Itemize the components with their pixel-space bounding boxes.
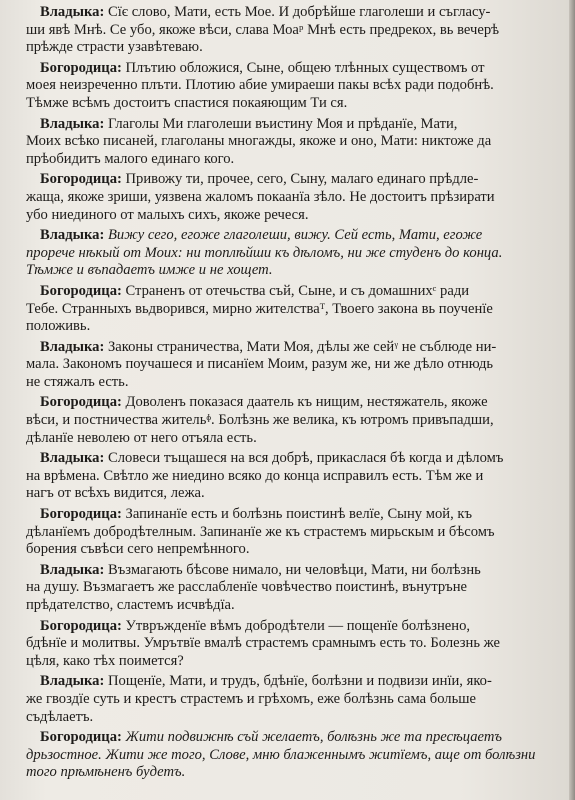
text-line	[26, 22, 563, 40]
line-text: Словеси тъщашеся на вся добрѣ, прикаслася бѣ когда и дѣломъ	[108, 450, 504, 467]
line-text: нагъ от всѣхъ видится, лежа.	[26, 485, 205, 502]
line-text: Жити подвижнѣ съй желаетъ, болѣзнь же та пресѣцаетъ	[125, 729, 502, 746]
line-text: дрьзостное. Жити же того, Слове, мню блаженнымъ житїемъ, аще от болѣзни	[26, 746, 536, 763]
dialogue-paragraph	[26, 171, 563, 224]
dialogue-paragraph	[26, 116, 563, 169]
line-text: положивь.	[26, 318, 91, 335]
text-line	[26, 60, 563, 78]
text-line	[26, 691, 563, 709]
line-text: Пощенїе, Мати, и трудъ, бдѣнїе, болѣзни и подвизи инїи, яко-	[108, 673, 492, 690]
line-text: цѣля, како тѣх поимется?	[26, 652, 184, 669]
line-text: Доволенъ показася даатель къ нищим, нестяжатель, якоже	[125, 394, 488, 411]
dialogue-paragraph	[26, 618, 563, 671]
speaker-label: Богородица:	[40, 282, 122, 299]
speaker-label: Богородица:	[40, 506, 122, 523]
text-line	[26, 729, 563, 747]
line-text: жаща, якоже зриши, уязвена жаломъ покаанїа зѣло. Не достоитъ прѣзирати	[26, 188, 495, 205]
text-line	[26, 412, 563, 430]
text-line	[26, 579, 563, 597]
speaker-label: Владыка:	[40, 338, 105, 355]
line-text: Привожу ти, прочее, сего, Сыну, малаго единаго прѣдле-	[125, 171, 479, 188]
text-line	[26, 597, 563, 615]
line-text: съдѣлаетъ.	[26, 708, 94, 725]
line-text: на врѣмена. Свѣтло же ниедино всяко до конца исправилъ есть. Тѣм же и	[26, 467, 484, 484]
dialogue-paragraph	[26, 506, 563, 559]
text-line	[26, 374, 563, 392]
line-text: Плътию обложися, Сыне, общею тлѣнных существомъ от	[125, 59, 485, 76]
line-text: дѣланїемъ добродѣтелным. Запинанїе же къ страстемъ мирьскым и бѣсомъ	[26, 523, 495, 540]
dialogue-paragraph	[26, 562, 563, 615]
text-line	[26, 301, 563, 319]
dialogue-paragraph	[26, 227, 563, 280]
line-text: мала. Закономъ поучашеся и писанїем Моим, разум же, ни же дѣло отнюдь	[26, 356, 494, 373]
dialogue-paragraph	[26, 60, 563, 113]
line-text: прѣобидитъ малого единагo кого.	[26, 150, 235, 167]
speaker-label: Владыка:	[40, 4, 105, 20]
text-line	[26, 95, 563, 113]
dialogue-paragraph	[26, 283, 563, 336]
line-text: прѣжде страсти узавѣтеваю.	[26, 39, 203, 56]
text-line	[26, 673, 563, 691]
text-line	[26, 4, 563, 22]
line-text: Запинанїе есть и болѣзнь поистинѣ велїе, Сыну мой, къ	[125, 506, 473, 523]
line-text: Тѣмже всѣмъ достоитъ спастися покаяющим Ти ся.	[26, 94, 348, 111]
dialogue-paragraph	[26, 729, 563, 782]
dialogue-paragraph	[26, 450, 563, 503]
text-line	[26, 541, 563, 559]
text-line	[26, 524, 563, 542]
line-text: борения съвѣси сего непремѣнного.	[26, 541, 250, 558]
text-line	[26, 339, 563, 357]
dialogue-paragraph	[26, 673, 563, 726]
line-text: Законы страничества, Мати Моя, дѣлы же сейᵞ не съблюде ни-	[108, 338, 497, 355]
text-line	[26, 394, 563, 412]
text-line	[26, 709, 563, 727]
speaker-label: Богородица:	[40, 617, 122, 634]
text-line	[26, 189, 563, 207]
speaker-label: Богородица:	[40, 729, 122, 746]
text-line	[26, 133, 563, 151]
text-line	[26, 506, 563, 524]
page-edge-shadow	[569, 0, 575, 800]
line-text: моея неизреченно плъти. Плотию абие умираеши пакы всѣх ради подобнѣ.	[26, 77, 494, 94]
text-line	[26, 747, 563, 765]
text-line	[26, 485, 563, 503]
line-text: же гвоздїе суть и крестъ страстемъ и грѣхомъ, еже болѣзнь сама больше	[26, 690, 476, 707]
line-text: Тебе. Странныхъ вьдворився, мирно жителстваᵀ, Твоего закона вь поученїе	[26, 300, 493, 317]
text-line	[26, 283, 563, 301]
line-text: Вижу сего, егоже глаголеши, вижу. Сей есть, Мати, егоже	[108, 227, 483, 244]
text-line	[26, 430, 563, 448]
line-text: Сїє слово, Мати, есть Мое. И добрѣйше глаголеши и съгласу-	[108, 4, 491, 20]
text-line	[26, 39, 563, 57]
line-text: прѣдателство, сластемъ исчвѣдїа.	[26, 597, 235, 613]
text-line	[26, 227, 563, 245]
dialogue-text	[26, 4, 563, 782]
text-line	[26, 356, 563, 374]
text-line	[26, 171, 563, 189]
text-line	[26, 468, 563, 486]
text-line	[26, 245, 563, 263]
text-line	[26, 262, 563, 280]
dialogue-paragraph	[26, 339, 563, 392]
speaker-label: Владыка:	[40, 115, 105, 132]
line-text: вѣси, и постничества жительᶲ. Болѣзнь же велика, къ ютромъ привъпадши,	[26, 412, 494, 429]
line-text: Моих всѣко писаней, глаголаны многажды, якоже и оно, Мати: никтоже да	[26, 133, 492, 150]
text-line	[26, 618, 563, 636]
line-text: ши явѣ Мнѣ. Се убо, якоже вѣси, слава Моаᵖ Мнѣ есть предрекох, вь вечерѣ	[26, 21, 500, 38]
dialogue-paragraph	[26, 394, 563, 447]
line-text: Глаголы Ми глаголеши въистину Моя и прѣданїе, Мати,	[108, 115, 458, 132]
line-text: бдѣнїе и молитвы. Умрътвїе вмалѣ страстемъ срамнымъ есть то. Болезнь же	[26, 635, 501, 652]
text-line	[26, 116, 563, 134]
text-line	[26, 318, 563, 336]
line-text: Тѣмже и въпадаетъ имже и не хощет.	[26, 262, 273, 279]
line-text: на душу. Възмагаетъ же расслабленїе човѣчество поистинѣ, вънутръне	[26, 579, 468, 596]
line-text: не стяжалъ есть.	[26, 373, 129, 390]
speaker-label: Владыка:	[40, 673, 105, 690]
text-line	[26, 635, 563, 653]
speaker-label: Богородица:	[40, 171, 122, 188]
text-line	[26, 450, 563, 468]
speaker-label: Владыка:	[40, 561, 105, 578]
speaker-label: Владыка:	[40, 450, 105, 467]
speaker-label: Владыка:	[40, 227, 105, 244]
line-text: дѣланїе неволею от него отъяла есть.	[26, 429, 257, 446]
text-line	[26, 562, 563, 580]
text-line	[26, 207, 563, 225]
text-line	[26, 653, 563, 671]
dialogue-paragraph	[26, 4, 563, 57]
text-line	[26, 151, 563, 169]
text-line	[26, 764, 563, 782]
line-text: прорече нѣкый от Моих: ни топлѣйши къ дѣломъ, ни же студенъ до конца.	[26, 244, 503, 261]
line-text: Утвръжденїе вѣмъ добродѣтели — пощенїе болѣзнено,	[125, 617, 471, 634]
speaker-label: Богородица:	[40, 59, 122, 76]
text-line	[26, 77, 563, 95]
line-text: Възмагають бѣсове нимало, ни человѣци, Мати, ни болѣзнь	[108, 561, 481, 578]
speaker-label: Богородица:	[40, 394, 122, 411]
line-text: убо ниединого от малыхъ сихъ, якоже речеся.	[26, 206, 309, 223]
line-text: того прѣмѣненъ будетъ.	[26, 764, 186, 781]
line-text: Страненъ от отечьства съй, Сыне, и съ домашнихᶜ ради	[125, 282, 470, 299]
